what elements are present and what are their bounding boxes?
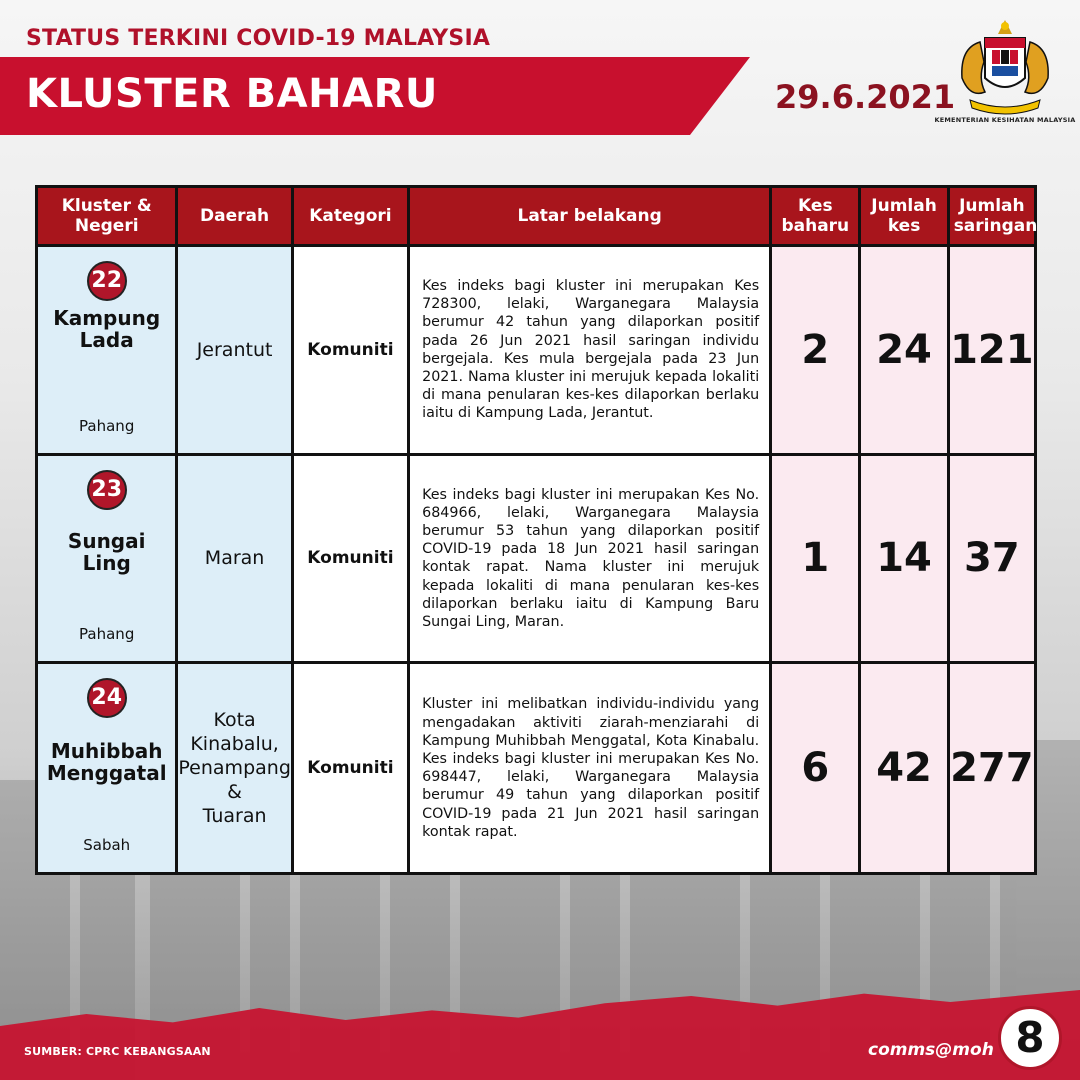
- jumlah-saringan-cell: 37: [950, 456, 1034, 662]
- page-title: KLUSTER BAHARU: [26, 71, 438, 117]
- cluster-number-badge: 23: [87, 470, 127, 510]
- header-kes-baharu: Kes baharu: [772, 188, 858, 244]
- cluster-name: Kampung Lada: [53, 306, 161, 352]
- latar-belakang-cell: Kes indeks bagi kluster ini merupakan Kes 728300, lelaki, Warganegara Malaysia berumur 42 tahun yang dilaporkan positif pada 26 Jun 2021 hasil saringan individu bergejala. Kes mula bergejala pada 23 Jun 2021. Nama kluster ini merujuk kepada lokaliti di mana penularan kes-kes dilaporkan berlaku iaitu di Kampung Lada, Jerantut.: [410, 247, 769, 453]
- cluster-state: Pahang: [79, 416, 135, 435]
- jumlah-saringan-cell: 277: [950, 664, 1034, 872]
- report-date: 29.6.2021: [775, 78, 956, 116]
- cluster-name: Sungai Ling: [67, 528, 146, 575]
- cluster-cell: [38, 456, 175, 662]
- kes-baharu-cell: 6: [772, 664, 858, 872]
- header-jumlah-saringan: Jumlah saringan: [950, 188, 1034, 244]
- coat-of-arms-logo: [940, 18, 1070, 123]
- jumlah-saringan-cell: 121: [950, 247, 1034, 453]
- header-daerah: Daerah: [178, 188, 290, 244]
- jumlah-kes-cell: 42: [861, 664, 946, 872]
- table-row: [38, 247, 1034, 453]
- table-header-row: [38, 188, 1034, 244]
- kes-baharu-cell: 1: [772, 456, 858, 662]
- kategori-cell: Komuniti: [294, 247, 407, 453]
- ministry-name: KEMENTERIAN KESIHATAN MALAYSIA: [934, 116, 1076, 124]
- cluster-number-badge: 22: [87, 261, 127, 301]
- daerah-cell: Kota Kinabalu, Penampang & Tuaran: [178, 664, 290, 872]
- brand-label: comms@moh: [868, 1040, 994, 1060]
- kategori-cell: Komuniti: [294, 456, 407, 662]
- latar-belakang-cell: Kluster ini melibatkan individu-individu yang mengadakan aktiviti ziarah-menziarahi di Kampung Muhibbah Menggatal, Kota Kinabalu. Kes indeks bagi kluster ini merupakan Kes No. 698447, lelaki, Warganegara Malaysia berumur 49 tahun yang dilaporkan positif COVID-19 pada 21 Jun 2021 hasil saringan kontak rapat.: [410, 664, 769, 872]
- daerah-cell: Maran: [178, 456, 290, 662]
- table-row: [38, 664, 1034, 872]
- cluster-name: Muhibbah Menggatal: [46, 739, 167, 786]
- jumlah-kes-cell: 14: [861, 456, 946, 662]
- page-number: 8: [998, 1006, 1062, 1070]
- kategori-cell: Komuniti: [294, 664, 407, 872]
- cluster-state: Sabah: [83, 836, 131, 854]
- latar-belakang-cell: Kes indeks bagi kluster ini merupakan Kes No. 684966, lelaki, Warganegara Malaysia berumur 53 tahun yang dilaporkan positif COVID-19 pada 18 Jun 2021 hasil saringan kontak rapat. Nama kluster ini merujuk kepada lokaliti di mana penularan kes-kes dilaporkan berlaku iaitu di Kampung Baru Sungai Ling, Maran.: [410, 456, 769, 662]
- header-kategori: Kategori: [294, 188, 407, 244]
- header-jumlah-kes: Jumlah kes: [861, 188, 946, 244]
- cluster-number-badge: 24: [87, 678, 127, 718]
- cluster-state: Pahang: [79, 625, 135, 644]
- cluster-cell: [38, 247, 175, 453]
- table-row: [38, 456, 1034, 662]
- cluster-cell: [38, 664, 175, 872]
- page-subtitle: STATUS TERKINI COVID-19 MALAYSIA: [26, 26, 491, 51]
- daerah-cell: Jerantut: [178, 247, 290, 453]
- cluster-table: [35, 185, 1037, 875]
- header-cluster: Kluster & Negeri: [38, 188, 175, 244]
- kes-baharu-cell: 2: [772, 247, 858, 453]
- source-credit: SUMBER: CPRC KEBANGSAAN: [24, 1045, 211, 1058]
- jumlah-kes-cell: 24: [861, 247, 946, 453]
- header-latar-belakang: Latar belakang: [410, 188, 769, 244]
